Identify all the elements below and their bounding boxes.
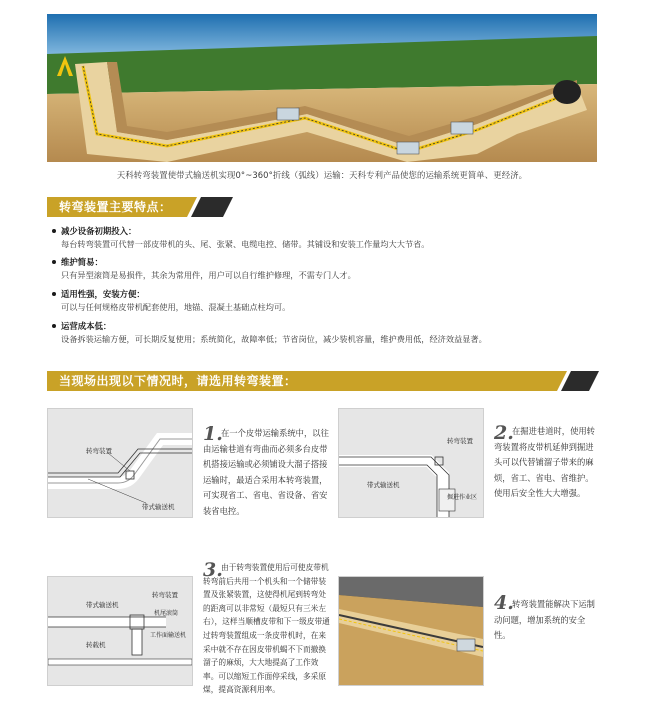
case3-label-3: 工作面输送机	[150, 632, 187, 639]
case2-diagram	[338, 408, 484, 518]
feature-desc: 每台转弯装置可代替一部皮带机的头、尾、张紧、电缆电控、储带。其铺设和安装工作量均大大节省。	[61, 239, 430, 249]
hero-caption: 天科转弯装置使带式输送机实现0°~360°折线（弧线）运输：天科专利产品使您的运输系统更简单、更经济。	[116, 170, 528, 180]
hero-illustration	[47, 14, 597, 162]
case3-number: 3.	[203, 559, 223, 581]
case3-label-4: 转载机	[86, 641, 106, 649]
case1-number: 1.	[203, 423, 223, 445]
case4-number: 4.	[494, 592, 514, 614]
case1-label-1: 带式输送机	[142, 503, 175, 511]
case1-label-0: 转弯装置	[86, 447, 112, 455]
case2-text: 在掘进巷道时，使用转弯装置将皮带机延伸到掘进头可以代替铺溜子带来的麻烦，省工、省电、省维护。使用后安全性大大增强。	[494, 426, 595, 498]
feature-desc: 可以与任何规格皮带机配套使用，地锚、混凝土基础点柱均可。	[61, 302, 291, 312]
case1-diagram	[47, 408, 193, 518]
feature-heading: 运营成本低：	[52, 320, 612, 332]
case2-number: 2.	[494, 422, 514, 444]
case2-label-0: 转弯装置	[447, 437, 473, 445]
case3-label-0: 带式输送机	[86, 601, 119, 609]
case3-diagram	[47, 576, 193, 686]
case2-label-2: 掘进作业区	[447, 494, 478, 501]
feature-item	[52, 288, 612, 314]
features-title: 转弯装置主要特点：	[59, 200, 172, 214]
feature-desc: 只有异型滚筒是易损件，其余为常用件，用户可以自行维护修理，不需专门人才。	[61, 270, 356, 280]
case3-label-1: 转弯装置	[152, 591, 178, 599]
case1-text: 在一个皮带运输系统中，以往由运输巷道有弯曲而必须多台皮带机搭接运输或必须铺设大溜子搭接运输时，最适合采用本转弯装置，可实现省工、省电、省设备、省安装省电控。	[203, 428, 329, 516]
features-banner	[47, 197, 233, 217]
feature-heading: 减少设备初期投入：	[52, 225, 612, 237]
cases-banner	[47, 371, 599, 391]
feature-item	[52, 256, 612, 282]
case3-label-2: 机尾滚筒	[154, 610, 179, 617]
case4-text: 转弯装置能解决下运制动问题，增加系统的安全性。	[494, 599, 595, 640]
case4-illustration	[338, 576, 484, 686]
feature-desc: 设备拆装运输方便，可长期反复使用；系统简化，故障率低；节省岗位，减少装机容量，维护费用低，经济效益显著。	[61, 334, 487, 344]
feature-heading: 适用性强，安装方便：	[52, 288, 612, 300]
feature-item	[52, 320, 612, 346]
feature-heading: 维护简易：	[52, 256, 612, 268]
cases-title: 当现场出现以下情况时，请选用转弯装置：	[59, 374, 297, 388]
case3-text: 由于转弯装置使用后可使皮带机转弯前后共用一个机头和一个储带装置及张紧装置，这使得机尾到转弯处的距离可以非常短（最短只有三米左右），这样当顺槽皮带和下一级皮带通过转弯装置组成一条皮带机时，在来采中就不存在因皮带机蝎不下而撤换溜子的麻烦，大大地提高了工作效率。可以缩短工作面停采线，多采原煤，提高资源利用率。	[203, 563, 330, 695]
case2-label-1: 带式输送机	[367, 481, 400, 489]
feature-item	[52, 225, 612, 251]
